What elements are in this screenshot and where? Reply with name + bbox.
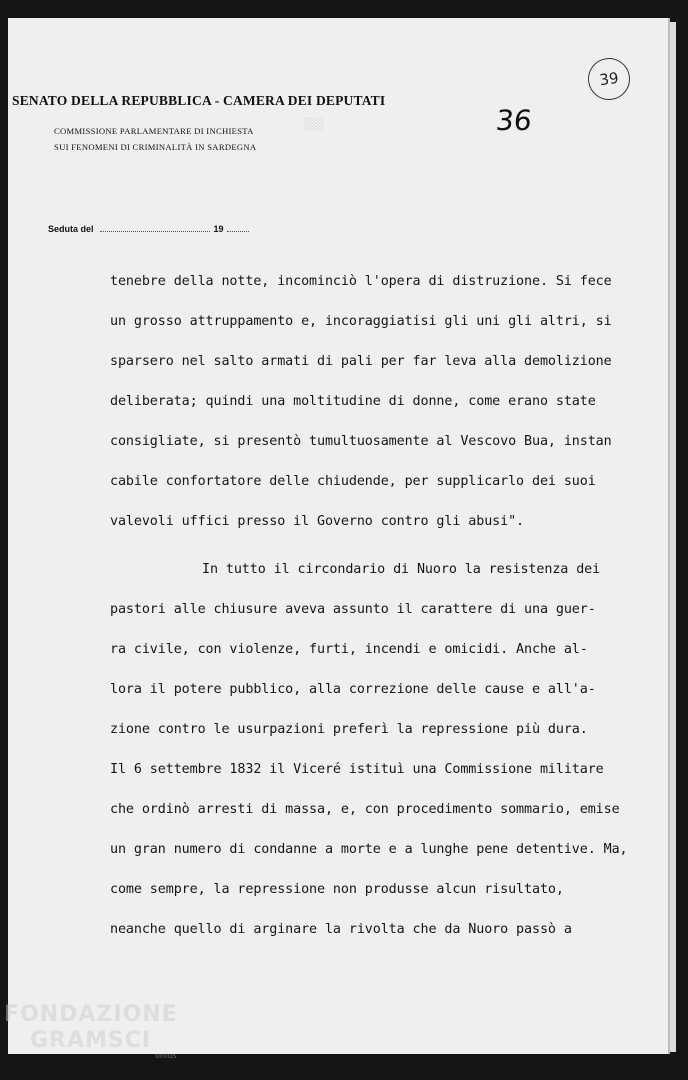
body-line: Il 6 settembre 1832 il Viceré istituì una Commissione militare	[110, 762, 604, 777]
body-line: neanche quello di arginare la rivolta che da Nuoro passò a	[110, 922, 572, 937]
fondazione-gramsci-watermark	[4, 1002, 178, 1060]
watermark-line1: FONDAZIONE	[4, 1002, 178, 1027]
body-line: sparsero nel salto armati di pali per far leva alla demolizione	[110, 354, 612, 369]
handwritten-page-number: 36	[494, 104, 534, 137]
watermark-line2: GRAMSCI	[30, 1028, 152, 1053]
body-line: cabile confortatore delle chiudende, per supplicarlo dei suoi	[110, 474, 596, 489]
body-line: come sempre, la repressione non produsse alcun risultato,	[110, 882, 564, 897]
body-line: consigliate, si presentò tumultuosamente al Vescovo Bua, instan	[110, 434, 612, 449]
bleed-through: ░░░	[304, 118, 324, 131]
watermark-onlus: onlus	[155, 1051, 177, 1060]
body-line: un gran numero di condanne a morte e a lunghe pene detentive. Ma,	[110, 842, 628, 857]
body-line: deliberata; quindi una moltitudine di donne, come erano state	[110, 394, 596, 409]
body-line: valevoli uffici presso il Governo contro gli abusi".	[110, 514, 525, 529]
seduta-line	[48, 223, 249, 234]
stamp-number: 39	[598, 68, 620, 90]
commission-name-line1: COMMISSIONE PARLAMENTARE DI INCHIESTA	[54, 126, 254, 136]
body-line: zione contro le usurpazioni preferì la repressione più dura.	[110, 722, 588, 737]
commission-name-line2: SUI FENOMENI DI CRIMINALITÀ IN SARDEGNA	[54, 142, 257, 152]
body-line: lora il potere pubblico, alla correzione delle cause e all'a-	[110, 682, 596, 697]
seduta-label: Seduta del	[48, 224, 94, 234]
body-line: ra civile, con violenze, furti, incendi e omicidi. Anche al-	[110, 642, 588, 657]
seduta-year-prefix: 19	[213, 224, 224, 234]
body-line: un grosso attruppamento e, incoraggiatisi gli uni gli altri, si	[110, 314, 612, 329]
body-line: pastori alle chiusure aveva assunto il carattere di una guer-	[110, 602, 596, 617]
archive-stamp	[585, 55, 632, 102]
seduta-date-blank	[100, 223, 210, 232]
body-line: tenebre della notte, incominciò l'opera di distruzione. Si fece	[110, 274, 612, 289]
body-line: In tutto il circondario di Nuoro la resistenza dei	[202, 562, 601, 577]
body-line: che ordinò arresti di massa, e, con procedimento sommario, emise	[110, 802, 620, 817]
document-page	[8, 18, 668, 1054]
letterhead-title: SENATO DELLA REPUBBLICA - CAMERA DEI DEPUTATI	[12, 93, 386, 108]
seduta-year-blank	[227, 223, 249, 232]
